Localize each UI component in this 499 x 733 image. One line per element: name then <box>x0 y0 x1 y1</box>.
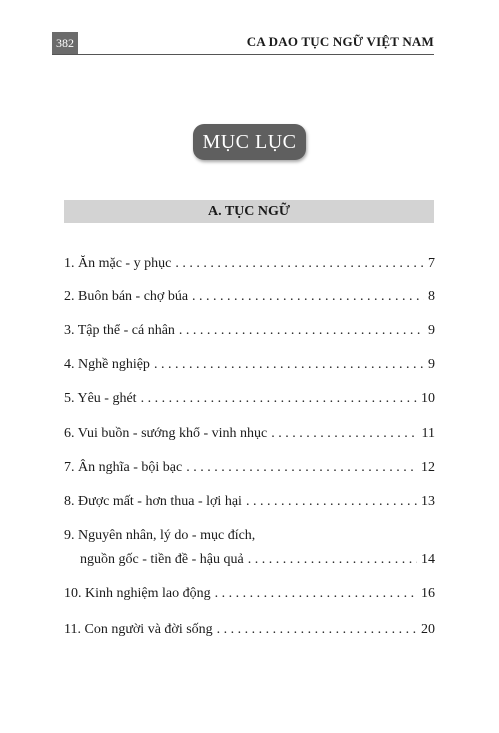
toc-entry-page: 13 <box>421 494 435 509</box>
dot-leader <box>175 255 424 273</box>
toc-entry-label: 1. Ăn mặc - y phục <box>64 256 172 271</box>
toc-entry-page: 14 <box>421 552 435 567</box>
toc-entry-label: 3. Tập thể - cá nhân <box>64 323 175 338</box>
toc-entry[interactable] <box>64 356 435 374</box>
dot-leader <box>186 459 417 477</box>
toc-entry-page: 16 <box>421 586 435 601</box>
toc-entry-page: 8 <box>428 289 435 304</box>
running-title: CA DAO TỤC NGỮ VIỆT NAM <box>246 34 434 49</box>
toc-entry-label: 10. Kinh nghiệm lao động <box>64 586 211 601</box>
page-number: 382 <box>52 32 78 54</box>
toc-entry-label: nguồn gốc - tiền đề - hậu quả <box>80 552 244 567</box>
toc-entry-label: 11. Con người và đời sống <box>64 622 213 637</box>
toc-entry-page: 11 <box>421 426 435 441</box>
toc-entry[interactable] <box>64 493 435 511</box>
dot-leader <box>248 551 417 569</box>
toc-entry-page: 10 <box>421 391 435 406</box>
toc-entry-label: 2. Buôn bán - chợ búa <box>64 289 189 304</box>
dot-leader <box>271 425 417 443</box>
toc-entry-label-line1[interactable]: 9. Nguyên nhân, lý do - mục đích, <box>64 528 256 543</box>
toc-entry-page: 9 <box>428 357 435 372</box>
dot-leader <box>215 585 417 603</box>
toc-entry-page: 20 <box>421 622 435 637</box>
toc-entry-page: 12 <box>421 460 435 475</box>
dot-leader <box>217 621 417 639</box>
toc-entry[interactable] <box>64 585 435 603</box>
toc-entry-label: 5. Yêu - ghét <box>64 391 137 406</box>
page-header <box>52 32 434 55</box>
dot-leader <box>192 288 424 306</box>
toc-entry[interactable] <box>64 255 435 273</box>
section-heading: A. TỤC NGỮ <box>64 200 434 223</box>
toc-entry-label: 8. Được mất - hơn thua - lợi hại <box>64 494 242 509</box>
dot-leader <box>179 322 424 340</box>
toc-title: MỤC LỤC <box>193 124 306 160</box>
toc-entry[interactable] <box>64 322 435 340</box>
toc-entry[interactable] <box>64 288 435 306</box>
dot-leader <box>141 390 417 408</box>
toc-entry[interactable] <box>64 425 435 443</box>
toc-entry-label: 6. Vui buồn - sướng khổ - vinh nhục <box>64 426 268 441</box>
dot-leader <box>154 356 424 374</box>
toc-entry[interactable] <box>80 551 435 569</box>
toc-entry-label: 7. Ân nghĩa - bội bạc <box>64 460 183 475</box>
toc-entry[interactable] <box>64 459 435 477</box>
toc-entry-page: 7 <box>428 256 435 271</box>
toc-entry-label: 4. Nghề nghiệp <box>64 357 150 372</box>
toc-entry-page: 9 <box>428 323 435 338</box>
toc-entry[interactable] <box>64 390 435 408</box>
toc-entry[interactable] <box>64 621 435 639</box>
dot-leader <box>246 493 417 511</box>
